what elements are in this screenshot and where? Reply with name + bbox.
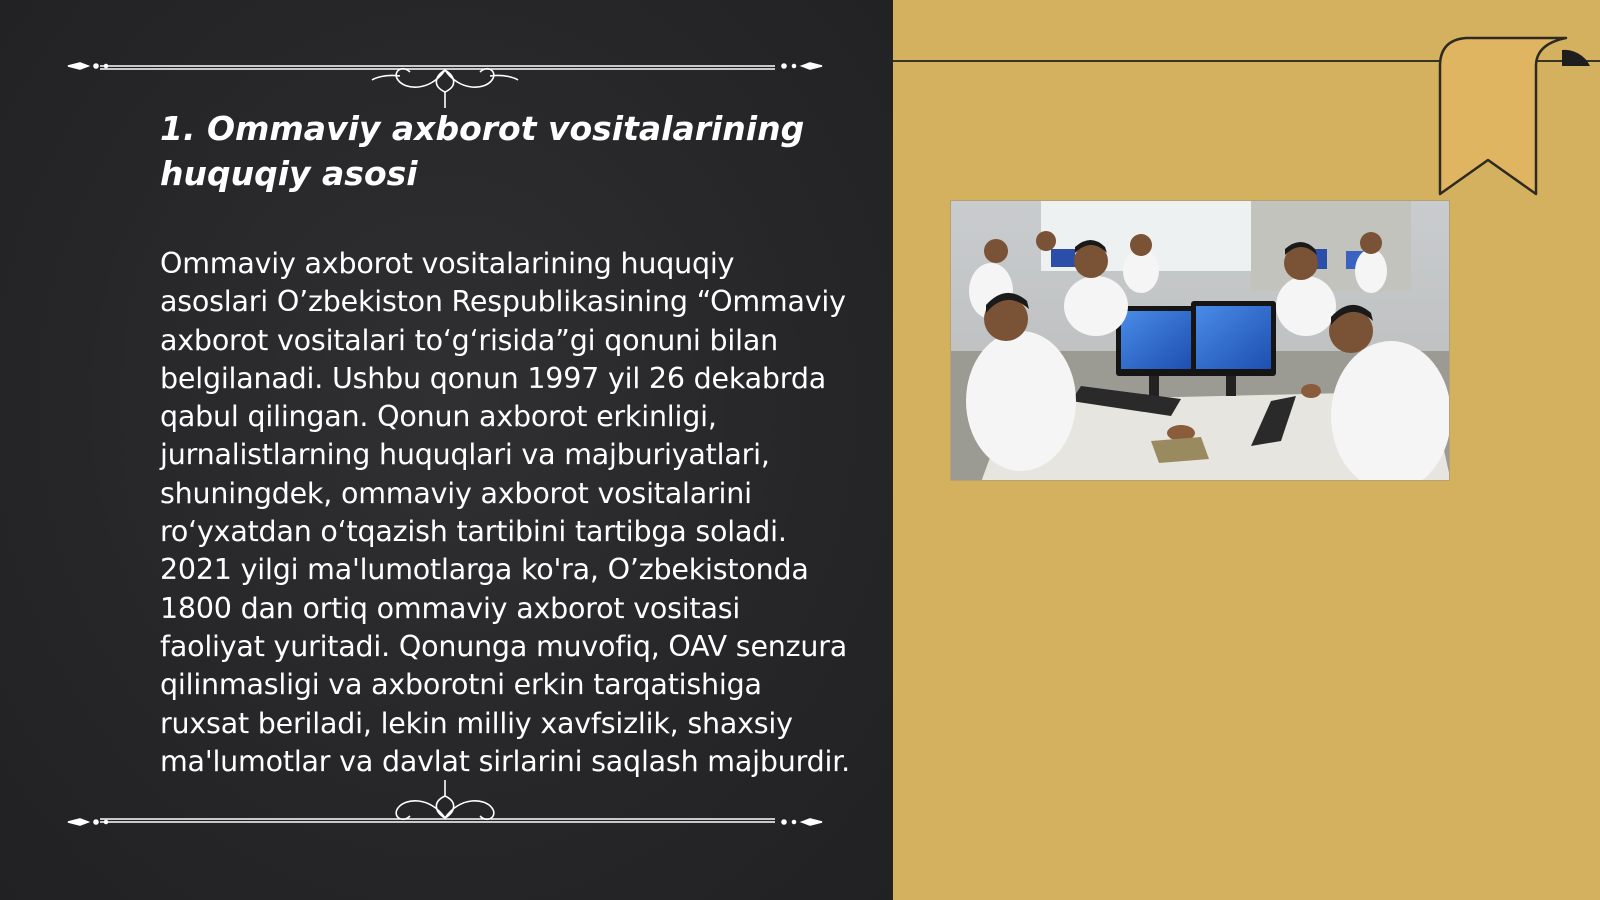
bookmark-ribbon-icon [1432, 30, 1592, 205]
students-at-computers-photo [950, 200, 1450, 481]
slide-title: 1. Ommaviy axborot vositalarining huquqiy asosi [160, 109, 805, 193]
ornament-divider-bottom-icon [60, 778, 830, 838]
slide-body-text: Ommaviy axborot vositalarining huquqiy asoslari O’zbekiston Respublikasining “Ommaviy axborot vositalari to‘g‘risida”gi qonuni bilan belgilanadi. Ushbu qonun 1997 yil 26 dekabrda qabul qilingan. Qonun axborot erkinligi, jurnalistlarning huquqlari va majburiyatlari, shuningdek, ommaviy axborot vositalarini ro‘yxatdan o‘tqazish tartibini tartibga soladi. 2021 yilgi ma'lumotlarga ko'ra, O’zbekistonda 1800 dan ortiq ommaviy axborot vositasi faoliyat yuritadi. Qonunga muvofiq, OAV senzura qilinmasligi va axborotni erkin tarqatishiga ruxsat beriladi, lekin milliy xavfsizlik, shaxsiy ma'lumotlar va davlat sirlarini saqlash majburdir. [160, 247, 850, 778]
ornament-divider-top-icon [60, 50, 830, 110]
